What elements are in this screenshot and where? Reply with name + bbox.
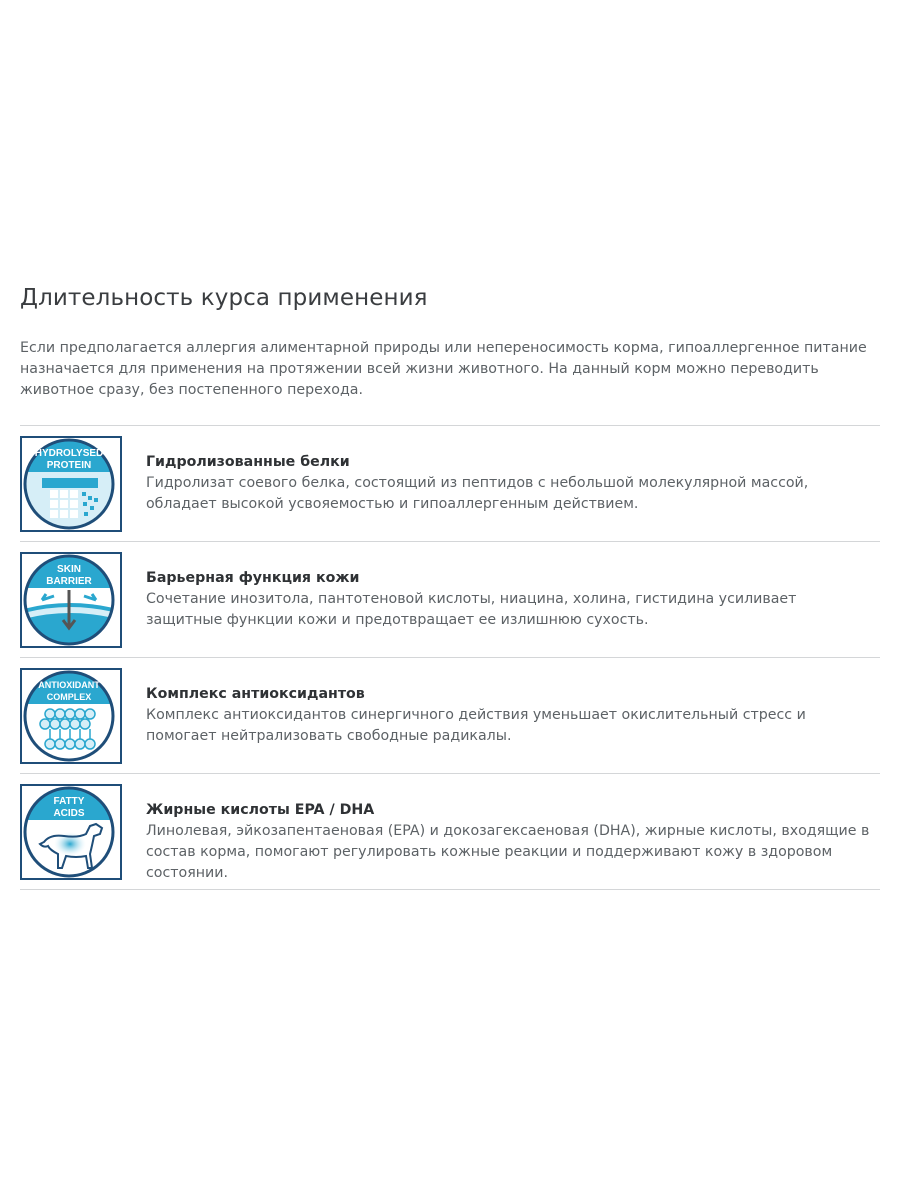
fatty-acids-icon	[20, 784, 122, 880]
feature-name: Комплекс антиоксидантов	[146, 686, 365, 702]
svg-text:ACIDS: ACIDS	[53, 808, 85, 819]
feature-description: Гидролизат соевого белка, состоящий из пептидов с небольшой молекулярной массой, обладает высокой усвояемостью и гипоаллергенным действием.	[146, 475, 809, 512]
svg-text:ANTIOXIDANT: ANTIOXIDANT	[38, 680, 100, 690]
feature-item-skin-barrier	[20, 542, 880, 658]
hydrolysed-protein-icon	[20, 436, 122, 532]
svg-text:PROTEIN: PROTEIN	[46, 460, 92, 471]
svg-text:HYDROLYSED: HYDROLYSED	[34, 448, 104, 459]
section-title: Длительность курса применения	[20, 285, 428, 311]
svg-text:BARRIER: BARRIER	[46, 576, 92, 587]
feature-name: Гидролизованные белки	[146, 454, 350, 470]
svg-text:FATTY: FATTY	[53, 796, 85, 807]
skin-barrier-icon	[20, 552, 122, 648]
feature-item-fatty-acids	[20, 774, 880, 890]
course-duration-section	[20, 282, 880, 890]
section-intro: Если предполагается аллергия алиментарной природы или непереносимость корма, гипоаллергенное питание назначается для применения на протяжении всей жизни животного. На данный корм можно переводить животное сразу, без постепенного перехода.	[20, 340, 867, 398]
svg-text:COMPLEX: COMPLEX	[46, 692, 92, 702]
svg-text:SKIN: SKIN	[57, 564, 81, 575]
feature-description: Комплекс антиоксидантов синергичного действия уменьшает окислительный стресс и помогает нейтрализовать свободные радикалы.	[146, 707, 806, 744]
feature-description: Линолевая, эйкозапентаеновая (EPA) и докозагексаеновая (DHA), жирные кислоты, входящие в состав корма, помогают регулировать кожные реакции и поддерживают кожу в здоровом состоянии.	[146, 823, 870, 881]
feature-description: Сочетание инозитола, пантотеновой кислоты, ниацина, холина, гистидина усиливает защитные функции кожи и предотвращает ее излишнюю сухость.	[146, 591, 797, 628]
feature-item-antioxidant-complex	[20, 658, 880, 774]
feature-name: Барьерная функция кожи	[146, 570, 360, 586]
feature-list	[20, 425, 880, 890]
antioxidant-complex-icon	[20, 668, 122, 764]
feature-name: Жирные кислоты EPA / DHA	[146, 802, 375, 818]
feature-item-hydrolysed-protein	[20, 426, 880, 542]
